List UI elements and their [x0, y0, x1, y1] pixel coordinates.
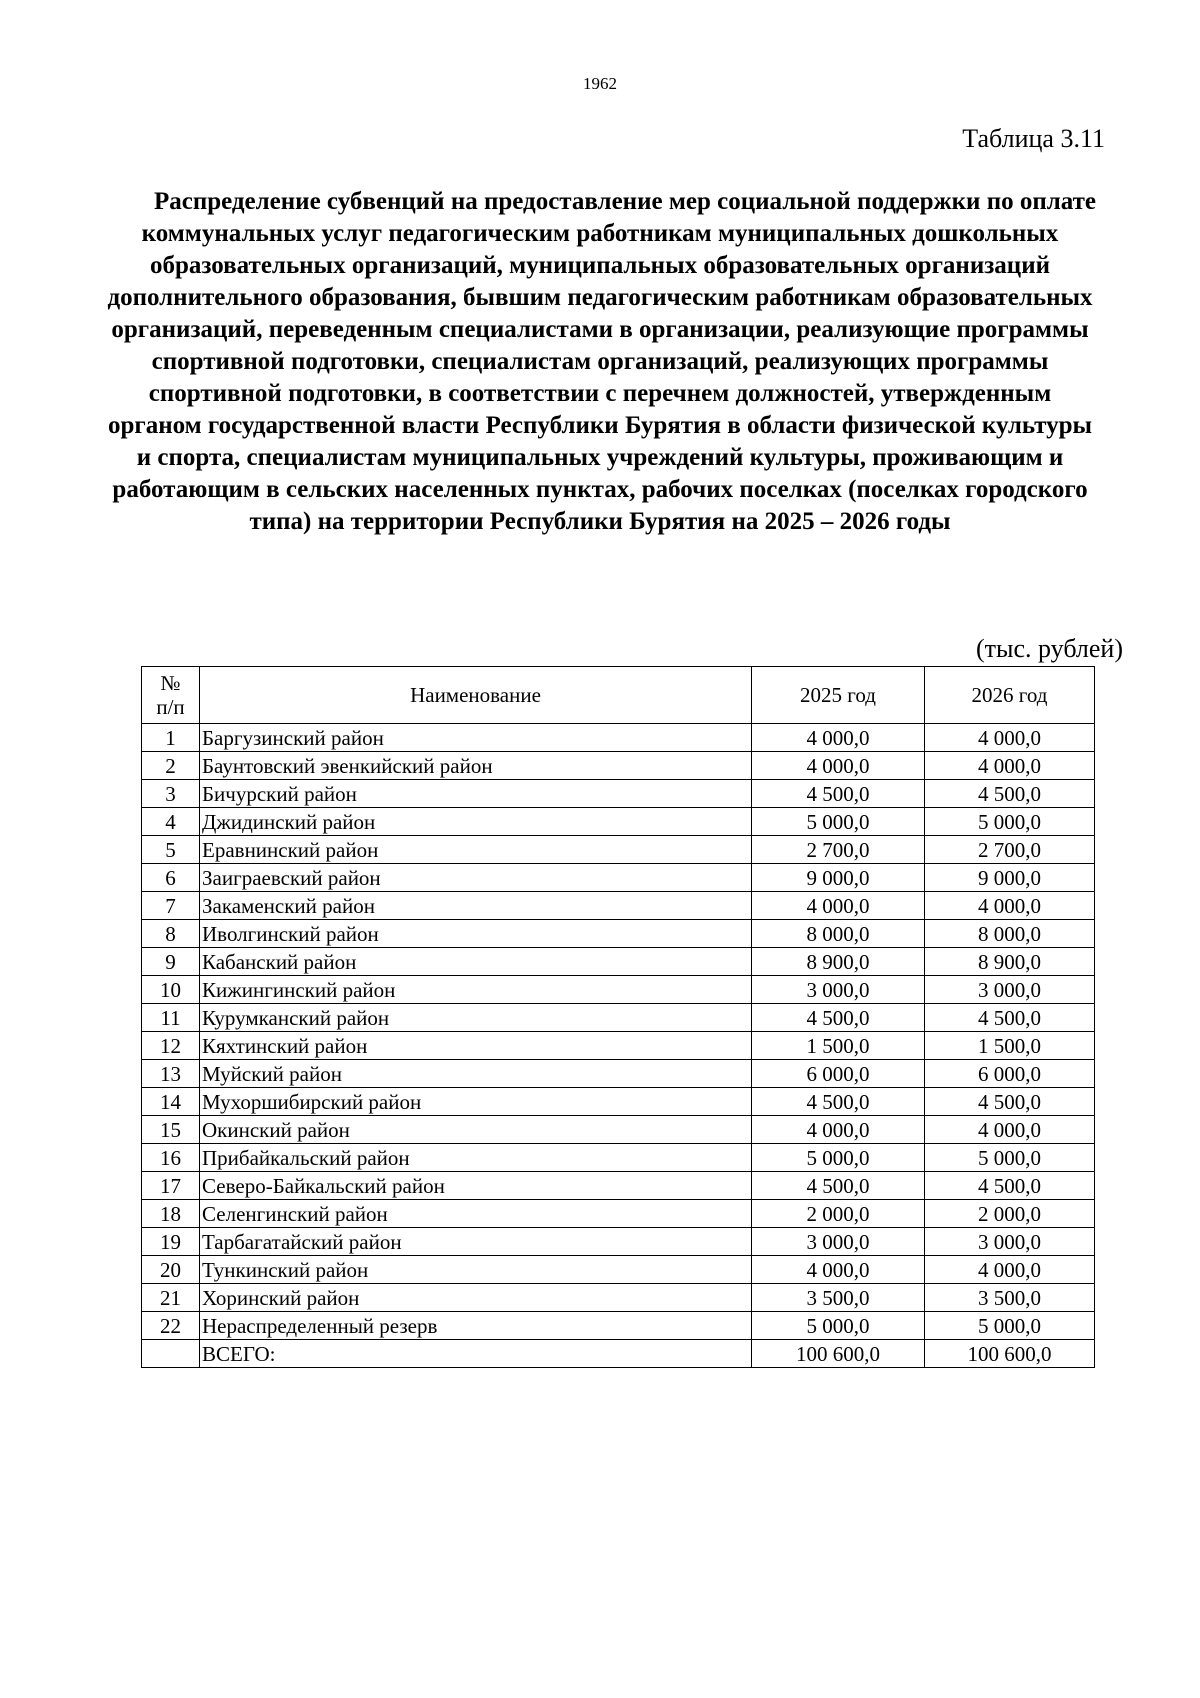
- row-number: 13: [142, 1060, 200, 1088]
- header-number-symbol: №: [160, 671, 181, 695]
- row-value-2025: 4 500,0: [752, 1172, 925, 1200]
- row-value-2026: 3 000,0: [925, 1228, 1095, 1256]
- row-value-2026: 4 000,0: [925, 892, 1095, 920]
- row-value-2025: 5 000,0: [752, 1312, 925, 1340]
- row-value-2025: 3 000,0: [752, 1228, 925, 1256]
- row-number: 21: [142, 1284, 200, 1312]
- table-label: Таблица 3.11: [962, 124, 1105, 153]
- table-row: [142, 724, 1095, 752]
- table-row: [142, 1312, 1095, 1340]
- row-value-2025: 8 900,0: [752, 948, 925, 976]
- row-name: Закаменский район: [200, 892, 752, 920]
- row-value-2026: 4 000,0: [925, 752, 1095, 780]
- row-value-2026: 4 500,0: [925, 1004, 1095, 1032]
- row-value-2025: 4 000,0: [752, 724, 925, 752]
- row-value-2026: 1 500,0: [925, 1032, 1095, 1060]
- row-value-2025: 4 000,0: [752, 752, 925, 780]
- row-value-2026: 9 000,0: [925, 864, 1095, 892]
- row-name: Баунтовский эвенкийский район: [200, 752, 752, 780]
- row-name: Бичурский район: [200, 780, 752, 808]
- row-value-2026: 4 000,0: [925, 1256, 1095, 1284]
- table-row: [142, 1256, 1095, 1284]
- table-row: [142, 864, 1095, 892]
- row-name: Тункинский район: [200, 1256, 752, 1284]
- header-year-2026: 2026 год: [925, 667, 1095, 724]
- row-value-2025: 6 000,0: [752, 1060, 925, 1088]
- row-number: 4: [142, 808, 200, 836]
- row-name: Кабанский район: [200, 948, 752, 976]
- row-value-2026: 5 000,0: [925, 808, 1095, 836]
- row-value-2026: 3 500,0: [925, 1284, 1095, 1312]
- row-number: 3: [142, 780, 200, 808]
- row-name: Мухоршибирский район: [200, 1088, 752, 1116]
- row-value-2025: 4 500,0: [752, 780, 925, 808]
- table-row: [142, 1172, 1095, 1200]
- row-value-2026: 4 500,0: [925, 1088, 1095, 1116]
- table-row: [142, 1144, 1095, 1172]
- header-number: [142, 667, 200, 724]
- row-value-2025: 1 500,0: [752, 1032, 925, 1060]
- row-value-2026: 8 900,0: [925, 948, 1095, 976]
- row-name: Прибайкальский район: [200, 1144, 752, 1172]
- row-value-2025: 4 000,0: [752, 892, 925, 920]
- row-name: Еравнинский район: [200, 836, 752, 864]
- units-label: (тыс. рублей): [975, 634, 1123, 663]
- row-value-2025: 8 000,0: [752, 920, 925, 948]
- row-number: 6: [142, 864, 200, 892]
- row-value-2026: 2 000,0: [925, 1200, 1095, 1228]
- row-name: Заиграевский район: [200, 864, 752, 892]
- row-value-2026: 5 000,0: [925, 1312, 1095, 1340]
- row-value-2025: 9 000,0: [752, 864, 925, 892]
- table-row: [142, 780, 1095, 808]
- row-number: 1: [142, 724, 200, 752]
- row-value-2025: 2 700,0: [752, 836, 925, 864]
- row-number: 10: [142, 976, 200, 1004]
- row-name: Кяхтинский район: [200, 1032, 752, 1060]
- row-number: 12: [142, 1032, 200, 1060]
- header-number-abbrev: п/п: [156, 695, 185, 719]
- table-row: [142, 948, 1095, 976]
- row-name: Селенгинский район: [200, 1200, 752, 1228]
- row-value-2025: 5 000,0: [752, 1144, 925, 1172]
- row-value-2025: 4 500,0: [752, 1004, 925, 1032]
- table-row: [142, 836, 1095, 864]
- row-name: Северо-Байкальский район: [200, 1172, 752, 1200]
- row-number: 8: [142, 920, 200, 948]
- table-row: [142, 1032, 1095, 1060]
- header-year-2025: 2025 год: [752, 667, 925, 724]
- row-value-2026: 3 000,0: [925, 976, 1095, 1004]
- row-value-2026: 4 500,0: [925, 1172, 1095, 1200]
- table-row: [142, 1284, 1095, 1312]
- row-number: 20: [142, 1256, 200, 1284]
- row-number: 16: [142, 1144, 200, 1172]
- row-number: 2: [142, 752, 200, 780]
- row-name: Курумканский район: [200, 1004, 752, 1032]
- row-value-2026: 4 500,0: [925, 780, 1095, 808]
- subvention-table: [141, 666, 1095, 1368]
- row-number: 7: [142, 892, 200, 920]
- table-total-row: [142, 1340, 1095, 1368]
- row-value-2026: 8 000,0: [925, 920, 1095, 948]
- total-label: ВСЕГО:: [200, 1340, 752, 1368]
- row-number: 19: [142, 1228, 200, 1256]
- row-name: Баргузинский район: [200, 724, 752, 752]
- table-row: [142, 1060, 1095, 1088]
- total-value-2025: 100 600,0: [752, 1340, 925, 1368]
- row-number: 14: [142, 1088, 200, 1116]
- total-number: [142, 1340, 200, 1368]
- row-value-2026: 5 000,0: [925, 1144, 1095, 1172]
- row-value-2026: 4 000,0: [925, 724, 1095, 752]
- row-name: Муйский район: [200, 1060, 752, 1088]
- row-value-2026: 6 000,0: [925, 1060, 1095, 1088]
- row-number: 11: [142, 1004, 200, 1032]
- row-name: Тарбагатайский район: [200, 1228, 752, 1256]
- table-header-row: [142, 667, 1095, 724]
- row-name: Кижингинский район: [200, 976, 752, 1004]
- row-number: 18: [142, 1200, 200, 1228]
- row-name: Хоринский район: [200, 1284, 752, 1312]
- row-value-2025: 2 000,0: [752, 1200, 925, 1228]
- row-number: 5: [142, 836, 200, 864]
- row-value-2025: 3 500,0: [752, 1284, 925, 1312]
- page-number: 1962: [583, 74, 617, 93]
- table-row: [142, 1004, 1095, 1032]
- row-number: 17: [142, 1172, 200, 1200]
- row-value-2026: 2 700,0: [925, 836, 1095, 864]
- row-value-2025: 5 000,0: [752, 808, 925, 836]
- row-value-2025: 3 000,0: [752, 976, 925, 1004]
- table-row: [142, 1088, 1095, 1116]
- row-value-2025: 4 500,0: [752, 1088, 925, 1116]
- row-name: Окинский район: [200, 1116, 752, 1144]
- row-number: 15: [142, 1116, 200, 1144]
- row-value-2026: 4 000,0: [925, 1116, 1095, 1144]
- row-value-2025: 4 000,0: [752, 1256, 925, 1284]
- table-body: [142, 724, 1095, 1368]
- table-row: [142, 1228, 1095, 1256]
- table-row: [142, 892, 1095, 920]
- table-row: [142, 976, 1095, 1004]
- table-row: [142, 920, 1095, 948]
- table-row: [142, 752, 1095, 780]
- table-row: [142, 808, 1095, 836]
- total-value-2026: 100 600,0: [925, 1340, 1095, 1368]
- row-number: 22: [142, 1312, 200, 1340]
- table-row: [142, 1116, 1095, 1144]
- row-name: Джидинский район: [200, 808, 752, 836]
- header-name: Наименование: [200, 667, 752, 724]
- document-heading: Распределение субвенций на предоставление мер социальной поддержки по оплате коммунальных услуг педагогическим работникам муниципальных дошкольных образовательных организаций, муниципальных образовательных организаций дополнительного образования, бывшим педагогическим работникам образовательных организаций, переведенным специалистами в организации, реализующие программы спортивной подготовки, специалистам организаций, реализующих программы спортивной подготовки, в соответствии с перечнем должностей, утвержденным органом государственной власти Республики Бурятия в области физической культуры и спорта, специалистам муниципальных учреждений культуры, проживающим и работающим в сельских населенных пунктах, рабочих поселках (поселках городского типа) на территории Республики Бурятия на 2025 – 2026 годы: [107, 188, 1097, 535]
- row-name: Нераспределенный резерв: [200, 1312, 752, 1340]
- row-number: 9: [142, 948, 200, 976]
- row-name: Иволгинский район: [200, 920, 752, 948]
- table-row: [142, 1200, 1095, 1228]
- row-value-2025: 4 000,0: [752, 1116, 925, 1144]
